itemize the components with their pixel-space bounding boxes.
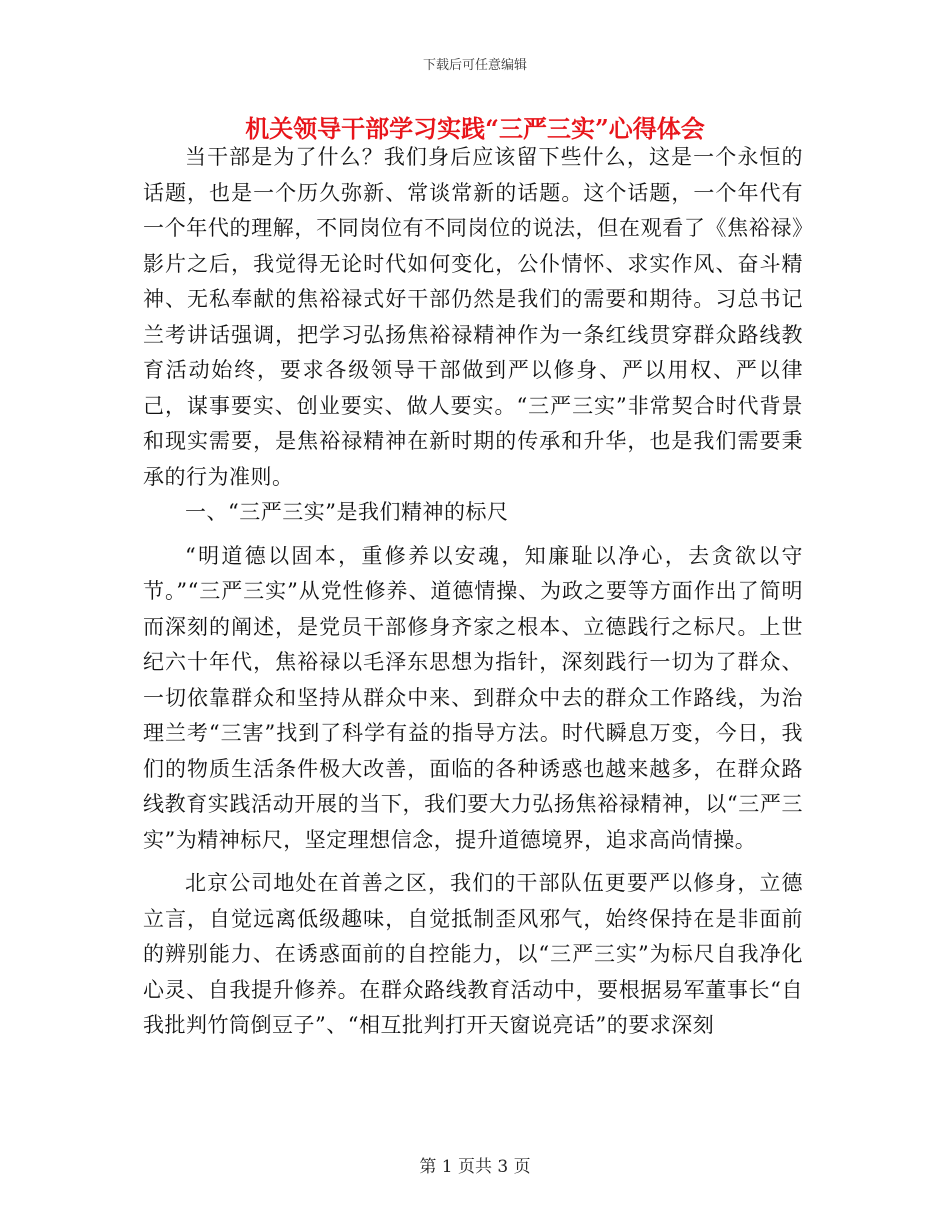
- paragraph-section-1: “明道德以固本，重修养以安魂，知廉耻以净心，去贪欲以守节。”“三严三实”从党性修养、道德情操、为政之要等方面作出了简明而深刻的阐述，是党员干部修身齐家之根本、立德践行之标尺。上世纪六十年代，焦裕禄以毛泽东思想为指针，深刻践行一切为了群众、一切依靠群众和坚持从群众中来、到群众中去的群众工作路线，为治理兰考“三害”找到了科学有益的指导方法。时代瞬息万变，今日，我们的物质生活条件极大改善，面临的各种诱惑也越来越多，在群众路线教育实践活动开展的当下，我们要大力弘扬焦裕禄精神，以“三严三实”为精神标尺，坚定理想信念，提升道德境界，追求高尚情操。: [143, 543, 803, 852]
- page-number-footer: 第 1 页共 3 页: [419, 1157, 531, 1177]
- paragraph-intro: 当干部是为了什么？我们身后应该留下些什么，这是一个永恒的话题，也是一个历久弥新、常谈常新的话题。这个话题，一个年代有一个年代的理解，不同岗位有不同岗位的说法，但在观看了《焦裕禄》影片之后，我觉得无论时代如何变化，公仆情怀、求实作风、奋斗精神、无私奉献的焦裕禄式好干部仍然是我们的需要和期待。习总书记兰考讲话强调，把学习弘扬焦裕禄精神作为一条红线贯穿群众路线教育活动始终，要求各级领导干部做到严以修身、严以用权、严以律己，谋事要实、创业要实、做人要实。“三严三实”非常契合时代背景和现实需要，是焦裕禄精神在新时期的传承和升华，也是我们需要秉承的行为准则。: [143, 145, 803, 489]
- paragraph-beijing: 北京公司地处在首善之区，我们的干部队伍更要严以修身，立德立言，自觉远离低级趣味，自觉抵制歪风邪气，始终保持在是非面前的辨别能力、在诱惑面前的自控能力，以“三严三实”为标尺自我净化心灵、自我提升修养。在群众路线教育活动中，要根据易军董事长“自我批判竹筒倒豆子”、“相互批判打开天窗说亮话”的要求深刻: [143, 871, 803, 1037]
- page-header-note: 下载后可任意编辑: [422, 58, 527, 73]
- section-heading-1: 一、“三严三实”是我们精神的标尺: [185, 500, 509, 524]
- document-title: 机关领导干部学习实践“三严三实”心得体会: [245, 114, 705, 143]
- document-body: [143, 140, 803, 1044]
